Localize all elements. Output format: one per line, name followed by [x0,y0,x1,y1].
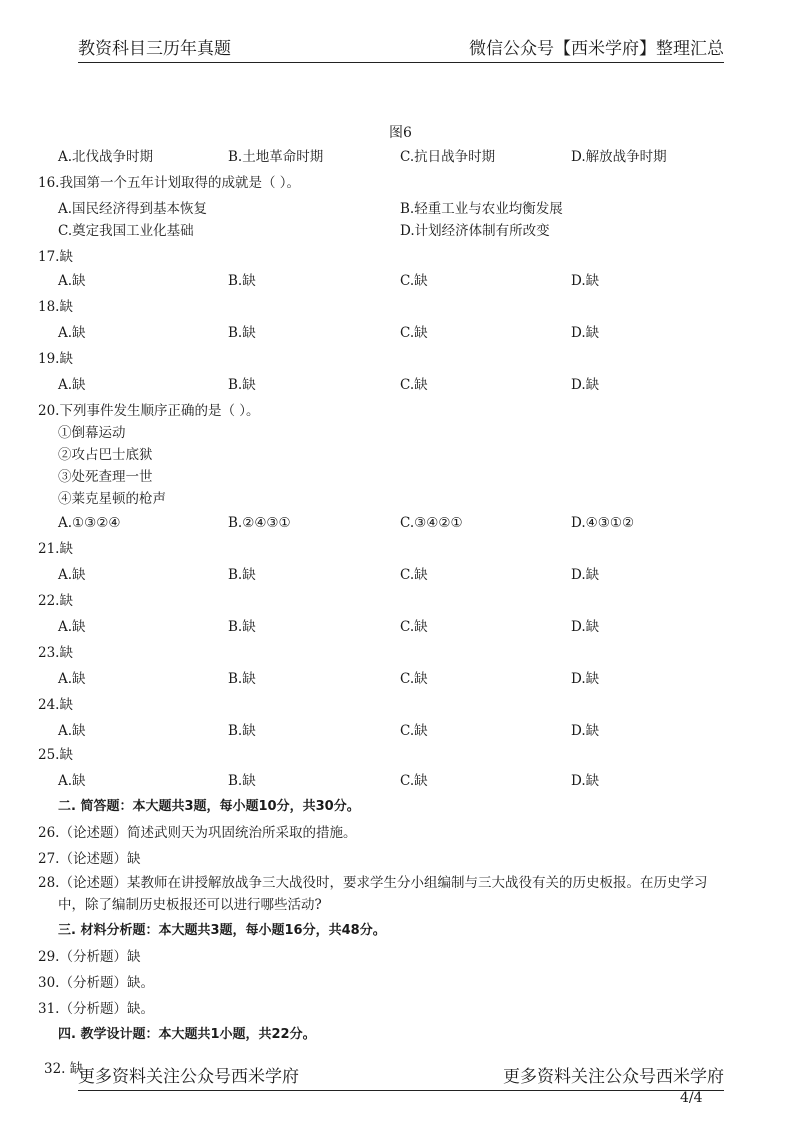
option: B.缺 [228,567,256,583]
header-right: 微信公众号【西米学府】整理汇总 [469,39,724,59]
option: D.解放战争时期 [571,149,667,165]
question-stem: 32. 缺 [44,1061,84,1077]
footer-left: 更多资料关注公众号西米学府 [78,1067,299,1087]
question-stem-continued: 中，除了编制历史板报还可以进行哪些活动? [58,897,322,913]
option: D.缺 [571,671,600,687]
option: B.土地革命时期 [228,149,324,165]
event-item: ①倒幕运动 [58,425,126,441]
question-stem: 29.（分析题）缺 [38,949,141,965]
header-left: 教资科目三历年真题 [78,39,231,59]
option: C.缺 [400,773,428,789]
option: A.缺 [58,671,86,687]
option: C.抗日战争时期 [400,149,496,165]
page-header [78,38,724,63]
option: A.缺 [58,619,86,635]
event-item: ④莱克星顿的枪声 [58,491,166,507]
question-stem: 18.缺 [38,299,73,315]
option: A.缺 [58,273,86,289]
option: B.缺 [228,723,256,739]
question-stem: 27.（论述题）缺 [38,851,141,867]
question-stem: 31.（分析题）缺。 [38,1001,154,1017]
option: D.缺 [571,377,600,393]
option: C.缺 [400,671,428,687]
footer-right: 更多资料关注公众号西米学府 [503,1067,724,1087]
option: D.缺 [571,567,600,583]
section-heading: 二. 简答题：本大题共3题，每小题10分，共30分。 [58,799,360,814]
option: B.缺 [228,377,256,393]
option: A.缺 [58,325,86,341]
question-stem: 28.（论述题）某教师在讲授解放战争三大战役时，要求学生分小组编制与三大战役有关的历史板报。在历史学习 [38,875,708,891]
question-stem: 22.缺 [38,593,73,609]
option: D.缺 [571,723,600,739]
option: B.缺 [228,619,256,635]
option: D.计划经济体制有所改变 [400,223,550,239]
question-stem: 19.缺 [38,351,73,367]
option: C.③④②① [400,515,463,531]
question-stem: 17.缺 [38,249,73,265]
question-stem: 16.我国第一个五年计划取得的成就是（ ）。 [38,175,301,191]
option: B.②④③① [228,515,291,531]
option: A.北伐战争时期 [58,149,154,165]
figure-label: 图6 [389,125,412,141]
question-stem: 20.下列事件发生顺序正确的是（ ）。 [38,403,260,419]
question-stem: 25.缺 [38,747,73,763]
section-heading: 四. 教学设计题：本大题共1小题，共22分。 [58,1027,316,1042]
question-stem: 24.缺 [38,697,73,713]
option: D.缺 [571,773,600,789]
option: D.④③①② [571,515,635,531]
option: A.①③②④ [58,515,121,531]
option: C.缺 [400,619,428,635]
page-footer [78,1066,724,1091]
option: B.缺 [228,325,256,341]
option: A.缺 [58,377,86,393]
question-stem: 23.缺 [38,645,73,661]
question-stem: 26.（论述题）简述武则天为巩固统治所采取的措施。 [38,825,357,841]
option: B.缺 [228,671,256,687]
option: A.缺 [58,723,86,739]
option: A.缺 [58,567,86,583]
option: A.国民经济得到基本恢复 [58,201,208,217]
option: D.缺 [571,273,600,289]
section-heading: 三. 材料分析题：本大题共3题，每小题16分，共48分。 [58,923,386,938]
option: B.缺 [228,773,256,789]
option: C.奠定我国工业化基础 [58,223,194,239]
option: B.轻重工业与农业均衡发展 [400,201,563,217]
option: A.缺 [58,773,86,789]
event-item: ②攻占巴士底狱 [58,447,153,463]
page-number: 4/4 [680,1090,703,1106]
question-stem: 21.缺 [38,541,73,557]
option: C.缺 [400,567,428,583]
question-stem: 30.（分析题）缺。 [38,975,154,991]
option: C.缺 [400,377,428,393]
option: D.缺 [571,619,600,635]
option: B.缺 [228,273,256,289]
option: C.缺 [400,273,428,289]
option: C.缺 [400,723,428,739]
option: D.缺 [571,325,600,341]
option: C.缺 [400,325,428,341]
event-item: ③处死查理一世 [58,469,153,485]
